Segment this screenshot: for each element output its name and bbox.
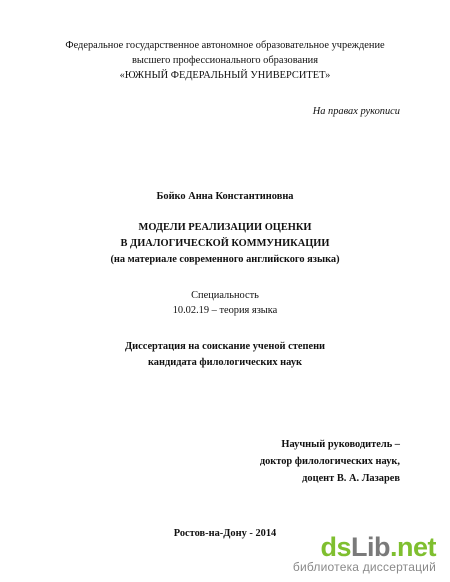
specialty-label: Специальность bbox=[191, 290, 259, 301]
logo-part-lib: Lib bbox=[350, 532, 390, 562]
rights-note: На правах рукописи bbox=[312, 106, 400, 117]
specialty-value: 10.02.19 – теория языка bbox=[172, 305, 278, 316]
degree-line1: Диссертация на соискание ученой степени bbox=[124, 341, 326, 352]
title-line2: В ДИАЛОГИЧЕСКОЙ КОММУНИКАЦИИ bbox=[120, 238, 330, 249]
supervisor-title: Научный руководитель – bbox=[281, 439, 400, 450]
title-line1: МОДЕЛИ РЕАЛИЗАЦИИ ОЦЕНКИ bbox=[138, 222, 312, 233]
footer-city-year: Ростов-на-Дону - 2014 bbox=[173, 528, 277, 539]
supervisor-degree: доктор филологических наук, bbox=[259, 456, 400, 467]
dslib-logo bbox=[293, 534, 436, 560]
author-name: Бойко Анна Константиновна bbox=[156, 191, 294, 202]
header-university-name: «ЮЖНЫЙ ФЕДЕРАЛЬНЫЙ УНИВЕРСИТЕТ» bbox=[119, 70, 331, 81]
dslib-subtitle: библиотека диссертаций bbox=[292, 560, 436, 574]
header-institution-line1: Федеральное государственное автономное образовательное учреждение bbox=[65, 40, 385, 51]
supervisor-name: доцент В. А. Лазарев bbox=[302, 473, 400, 484]
logo-part-ds: ds bbox=[320, 532, 351, 562]
dslib-watermark bbox=[293, 534, 436, 574]
degree-line2: кандидата филологических наук bbox=[147, 357, 303, 368]
header-institution-line2: высшего профессионального образования bbox=[132, 55, 318, 66]
title-subtitle: (на материале современного английского языка) bbox=[110, 254, 340, 265]
logo-part-net: .net bbox=[389, 532, 436, 562]
